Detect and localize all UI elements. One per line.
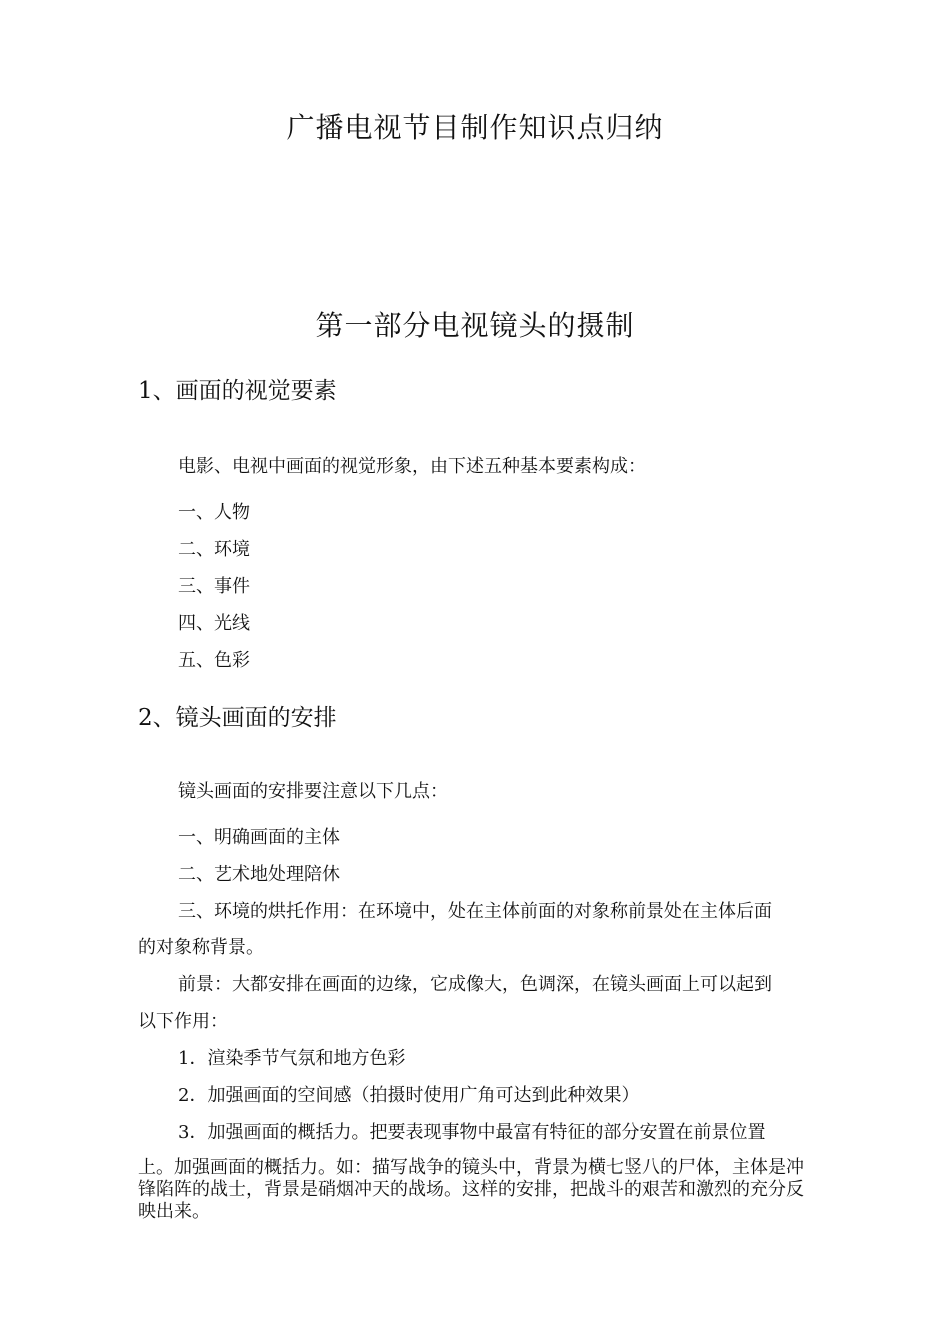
list-item: 一、明确画面的主体 <box>178 827 340 848</box>
section-heading-2: 2、镜头画面的安排 <box>138 705 337 731</box>
part-title: 第一部分电视镜头的摄制 <box>315 309 635 342</box>
foreground-line-1: 前景：大都安排在画面的边缘，它成像大，色调深，在镜头画面上可以起到 <box>178 974 772 995</box>
list-item: 二、环境 <box>178 539 250 560</box>
list-item: 五、色彩 <box>178 650 250 671</box>
list-item: 二、艺术地处理陪休 <box>178 864 340 885</box>
list-item-3-line-2: 的对象称背景。 <box>138 937 264 958</box>
sub-list-item-3-continuation: 上。加强画面的概括力。如：描写战争的镜头中，背景为横七竖八的尸体，主体是冲锋陷阵的战士，背景是硝烟冲天的战场。这样的安排，把战斗的艰苦和激烈的充分反映出来。 <box>138 1157 804 1222</box>
list-item-3-line-1: 三、环境的烘托作用：在环境中，处在主体前面的对象称前景处在主体后面 <box>178 901 772 922</box>
sub-list-item: 1．渲染季节气氛和地方色彩 <box>178 1048 406 1069</box>
list-item: 四、光线 <box>178 613 250 634</box>
section-1-intro: 电影、电视中画面的视觉形象，由下述五种基本要素构成： <box>178 456 646 477</box>
list-item: 一、人物 <box>178 502 250 523</box>
sub-list-item-3-line-1: 3．加强画面的概括力。把要表现事物中最富有特征的部分安置在前景位置 <box>178 1122 766 1143</box>
section-2-intro: 镜头画面的安排要注意以下几点： <box>178 781 448 802</box>
document-title: 广播电视节目制作知识点归纳 <box>286 111 664 144</box>
sub-list-item: 2．加强画面的空间感（拍摄时使用广角可达到此种效果） <box>178 1085 640 1106</box>
section-heading-1: 1、画面的视觉要素 <box>138 378 337 404</box>
foreground-line-2: 以下作用： <box>138 1011 228 1032</box>
list-item: 三、事件 <box>178 576 250 597</box>
